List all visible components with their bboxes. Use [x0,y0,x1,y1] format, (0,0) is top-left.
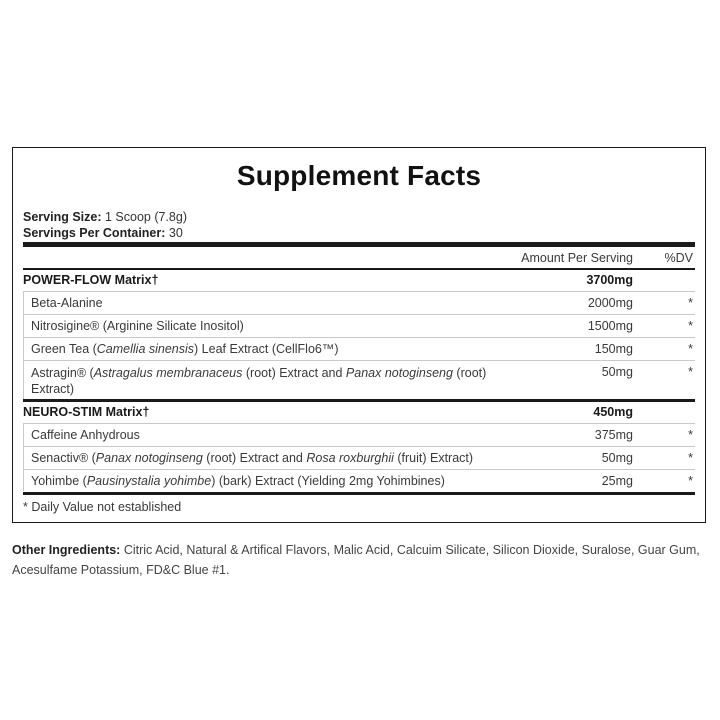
ingredient-text: Senactiv® ( [31,451,96,465]
indent-guide [23,291,24,399]
supplement-facts-panel [12,147,706,523]
row-divider [23,423,695,424]
ingredient-name [31,474,445,488]
row-divider [23,446,695,447]
ingredient-dv: * [688,474,693,488]
ingredient-name [31,428,140,442]
indent-guide [23,423,24,491]
ingredient-dv: * [688,365,693,379]
blend-name-power-flow: POWER-FLOW Matrix† [23,273,159,287]
thick-rule-top [23,242,695,247]
ingredient-amount: 1500mg [587,319,633,333]
row-divider [23,291,695,292]
blend-rule [23,399,695,402]
serving-size-value: 1 Scoop (7.8g) [104,210,187,224]
ingredient-dv: * [688,296,693,310]
daily-value-footnote: * Daily Value not established [23,500,182,514]
ingredient-dv: * [688,428,693,442]
row-divider [23,314,695,315]
ingredient-text: ) Leaf Extract (CellFlo6™) [194,342,339,356]
ingredient-dv: * [688,451,693,465]
ingredient-text: Nitrosigine® (Arginine Silicate Inositol) [31,319,244,333]
ingredient-name [31,365,486,397]
ingredient-latin-name: Panax notoginseng [345,366,453,380]
ingredient-text: Caffeine Anhydrous [31,428,140,442]
ingredient-name [31,342,339,356]
ingredient-text: ) (bark) Extract (Yielding 2mg Yohimbines) [211,474,445,488]
ingredient-dv: * [688,319,693,333]
bottom-rule [23,492,695,495]
servings-per-container-value: 30 [168,226,183,240]
dv-header: %DV [664,251,693,265]
other-ingredients-label: Other Ingredients: [12,543,121,557]
serving-size [23,210,187,224]
ingredient-text: (root) Extract and [202,451,307,465]
ingredient-amount: 50mg [601,365,633,379]
ingredient-text: (fruit) Extract) [393,451,474,465]
row-divider [23,360,695,361]
ingredient-text: (root) [452,366,487,380]
serving-size-label: Serving Size: [23,210,102,224]
row-divider [23,469,695,470]
ingredient-amount: 150mg [594,342,633,356]
ingredient-text: (root) Extract and [242,366,346,380]
ingredient-latin-name: Astragalus membranaceus [93,366,243,380]
ingredient-latin-name: Panax notoginseng [95,451,203,465]
ingredient-name [31,296,103,310]
servings-per-container-label: Servings Per Container: [23,226,166,240]
ingredient-name [31,319,244,333]
header-rule [23,268,695,270]
blend-name-neuro-stim: NEURO-STIM Matrix† [23,405,150,419]
ingredient-text: Astragin® ( [31,366,94,380]
ingredient-name [31,451,473,465]
row-divider [23,337,695,338]
ingredient-dv: * [688,342,693,356]
blend-amount-power-flow: 3700mg [586,273,633,287]
blend-amount-neuro-stim: 450mg [593,405,633,419]
other-ingredients [12,540,712,580]
ingredient-amount: 25mg [601,474,633,488]
ingredient-text: Green Tea ( [31,342,97,356]
servings-per-container [23,226,183,240]
ingredient-latin-name: Rosa roxburghii [306,451,394,465]
ingredient-text: Yohimbe ( [31,474,87,488]
ingredient-text: Beta-Alanine [31,296,103,310]
ingredient-text: Extract) [31,382,75,396]
panel-title: Supplement Facts [236,160,482,191]
ingredient-amount: 2000mg [587,296,633,310]
amount-per-serving-header: Amount Per Serving [521,251,633,265]
ingredient-amount: 50mg [601,451,633,465]
ingredient-amount: 375mg [594,428,633,442]
ingredient-latin-name: Pausinystalia yohimbe [86,474,212,488]
ingredient-latin-name: Camellia sinensis [96,342,195,356]
other-ingredients-text: Citric Acid, Natural & Artifical Flavors, Malic Acid, Calcuim Silicate, Silicon Dioxide, Suralose, Guar Gum, Acesulfame Potassium, FD&C Blue #1. [12,543,700,577]
